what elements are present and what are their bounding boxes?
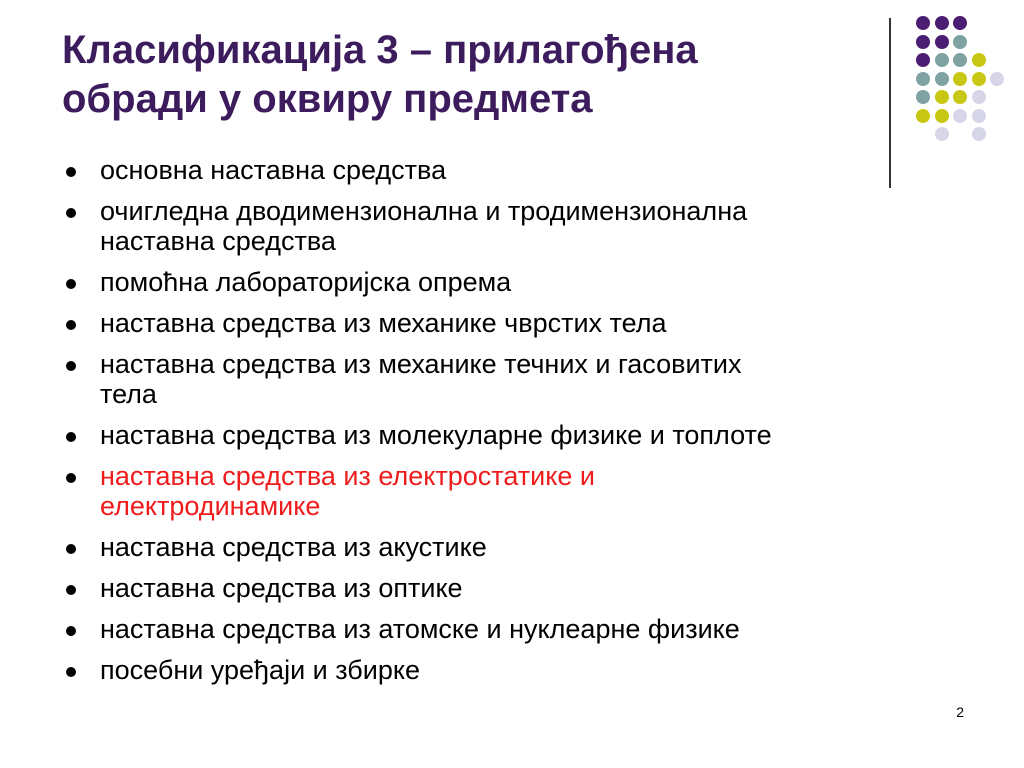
bullet-text-continuation: наставна средства [100,226,336,256]
decorative-dot [972,127,986,141]
bullet-text-continuation: тела [100,379,157,409]
bullet-text: наставна средства из акустике [100,532,487,562]
decorative-dot [953,53,967,67]
bullet-item [62,196,982,256]
bullet-icon [66,544,76,554]
decorative-dot [935,90,949,104]
bullet-list [62,155,982,696]
decorative-dot [953,16,967,30]
bullet-text: наставна средства из оптике [100,573,463,603]
bullet-icon [66,279,76,289]
title-line: Класификација 3 – прилагођена [62,28,698,72]
decorative-dot [953,90,967,104]
decorative-dot [972,53,986,67]
bullet-text: посебни уређаји и збирке [100,655,421,685]
page-number: 2 [956,704,964,720]
decorative-dot [916,72,930,86]
decorative-dot [935,127,949,141]
bullet-item [62,420,982,450]
bullet-text: основна наставна средства [100,155,447,185]
decorative-dot [916,53,930,67]
bullet-text-continuation: електродинамике [100,491,321,521]
bullet-text: помоћна лабораторијска опрема [100,267,512,297]
decorative-dot [972,90,986,104]
bullet-item-highlighted [62,461,982,521]
title-line: обради у оквиру предмета [62,77,593,121]
decorative-dot [953,35,967,49]
bullet-text: очигледна дводимензионална и тродимензионална [100,196,748,226]
decorative-dot [916,16,930,30]
decorative-dot [990,72,1004,86]
decorative-dot [916,90,930,104]
bullet-icon [66,167,76,177]
bullet-text: наставна средства из атомске и нуклеарне физике [100,614,740,644]
decorative-dot [935,109,949,123]
decorative-dot [935,72,949,86]
decorative-dot [953,72,967,86]
bullet-icon [66,320,76,330]
bullet-text: наставна средства из молекуларне физике и топлоте [100,420,772,450]
bullet-text: наставна средства из механике течних и гасовитих [100,349,742,379]
bullet-item [62,308,982,338]
bullet-item [62,573,982,603]
bullet-icon [66,361,76,371]
slide-title [62,26,862,124]
bullet-icon [66,432,76,442]
bullet-item [62,532,982,562]
bullet-item [62,155,982,185]
decorative-dot [935,53,949,67]
decorative-dot [935,16,949,30]
bullet-item [62,655,982,685]
bullet-item [62,267,982,297]
bullet-item [62,349,982,409]
decorative-dot [916,109,930,123]
bullet-icon [66,473,76,483]
decorative-dot [916,35,930,49]
bullet-icon [66,208,76,218]
bullet-icon [66,626,76,636]
decorative-dot [972,72,986,86]
bullet-text: наставна средства из механике чврстих тела [100,308,667,338]
decorative-dot [972,109,986,123]
decorative-dot [935,35,949,49]
decorative-dot [953,109,967,123]
bullet-text: наставна средства из електростатике и [100,461,595,491]
decorative-dot-grid [896,0,1024,170]
bullet-icon [66,585,76,595]
bullet-item [62,614,982,644]
bullet-icon [66,667,76,677]
